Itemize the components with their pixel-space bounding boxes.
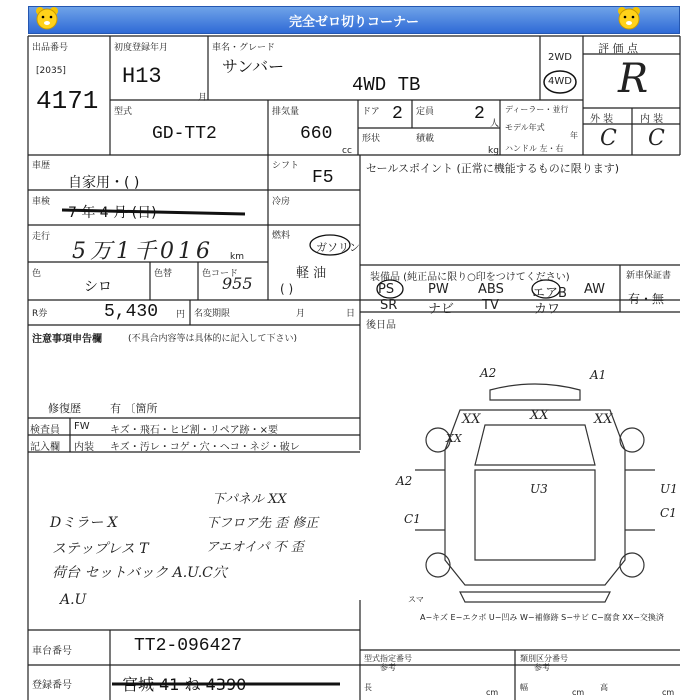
damage-mark-a1-top: A1 [590, 368, 607, 382]
month-label: 月 [198, 93, 208, 103]
exterior-label: 外 装 [590, 114, 614, 125]
after-items-label: 後日品 [366, 320, 396, 331]
damage-legend: A−キズ E−エクボ U−凹み W−補修跡 S−サビ C−腐食 XX−交換済 [420, 613, 664, 622]
damage-mark-u1-right: U1 [660, 482, 678, 496]
fuel-label: 燃料 [272, 231, 291, 241]
car-grade: 4WD TB [352, 74, 421, 96]
first-registration-label: 初度登録年月 [114, 43, 169, 53]
color-change-label: 色替 [154, 269, 173, 279]
lot-small-number: [2035] [36, 66, 66, 76]
damage-mark-xx-4: XX [446, 432, 462, 445]
fuel-other: ( ) [280, 282, 294, 296]
seat-unit: 人 [490, 119, 500, 129]
km-unit: km [230, 252, 244, 262]
width-unit: cm [572, 688, 585, 697]
history-label: 車歴 [32, 161, 51, 171]
handwritten-note-3: 荷台 セットバック A.U.C穴 [52, 565, 227, 581]
length-unit: cm [486, 688, 499, 697]
displacement-label: 排気量 [272, 107, 300, 117]
notes-sub: (不具合内容等は具体的に記入して下さい) [128, 334, 298, 344]
handwritten-note-4: A.U [60, 592, 87, 608]
equip-aw: AW [584, 282, 606, 297]
lot-number: 4171 [36, 86, 99, 116]
price-value: 5,430 [104, 302, 159, 322]
mileage-value: 5万1千016 [72, 239, 214, 264]
equip-pw: PW [428, 282, 449, 297]
length-label: 長 [364, 683, 372, 692]
seat-label: 定員 [416, 107, 435, 117]
kg-unit: kg [488, 146, 499, 156]
class-label: 類別区分番号 [520, 654, 568, 663]
equip-tv: TV [482, 298, 499, 313]
exterior-score: C [600, 126, 617, 151]
four-wd-option: 4WD [548, 76, 572, 87]
door-count: 2 [392, 104, 403, 124]
two-wd-option: 2WD [548, 52, 572, 63]
price-label: R券 [32, 309, 48, 319]
equip-navi: ナビ [428, 302, 455, 317]
damage-mark-sma: スマ [408, 595, 424, 604]
seat-count: 2 [474, 104, 485, 124]
record-label: 記入欄 [30, 442, 60, 453]
warranty-value: 有・無 [628, 292, 665, 306]
fw-label: FW [74, 421, 90, 432]
registration-number: 宮城 41 ね 4390 [122, 675, 247, 694]
equip-ps: PS [378, 282, 395, 297]
equip-abs: ABS [478, 282, 504, 297]
damage-mark-xx-3: XX [594, 412, 613, 427]
tax-deadline-label: 名変期限 [194, 309, 231, 319]
door-label: ドア [362, 107, 380, 117]
height-label: 高 [600, 683, 608, 692]
color-label: 色 [32, 269, 42, 279]
damage-mark-c1-right: C1 [660, 506, 677, 520]
load-capacity-label: 積載 [416, 134, 435, 144]
type-cert-label: 型式指定番号 [364, 654, 412, 663]
width-label: 幅 [520, 683, 528, 692]
body-shape-label: 形状 [362, 134, 381, 144]
damage-mark-xx-1: XX [530, 408, 549, 423]
damage-mark-c1-left: C1 [404, 512, 421, 526]
damage-mark-u3: U3 [530, 482, 548, 496]
damage-mark-xx-2: XX [462, 412, 481, 427]
year-unit: 年 [570, 131, 578, 140]
history-value: 自家用・( ) [68, 175, 140, 191]
car-name-label: 車名・グレード [212, 43, 276, 53]
tax-month: 月 [296, 309, 306, 319]
interior-label: 内 装 [640, 114, 664, 125]
frame-number: TT2-096427 [134, 636, 243, 656]
mileage-label: 走行 [32, 232, 51, 242]
notes-label: 注意事項申告欄 [32, 334, 102, 345]
model-code-label: 型式 [114, 107, 133, 117]
interior-score: C [648, 126, 665, 151]
banner-title: 完全ゼロ切りコーナー [288, 15, 419, 30]
handwritten-note-1: Dミラー X [50, 515, 118, 531]
sales-point-label: セールスポイント (正常に機能するものに限ります) [366, 162, 620, 175]
car-name: サンバー [222, 57, 285, 76]
shift-value: F5 [312, 168, 334, 188]
inspection-label: 車検 [32, 197, 51, 207]
damage-mark-a2-top: A2 [480, 366, 497, 380]
color-value: シロ [84, 279, 112, 295]
fuel-diesel: 軽 油 [296, 266, 327, 281]
height-unit: cm [662, 688, 675, 697]
equip-airbag: エアB [532, 286, 567, 301]
fuel-gasoline: ガソリン [316, 241, 360, 254]
color-code: 955 [222, 274, 253, 293]
model-code: GD-TT2 [152, 124, 217, 144]
dealer-label: ディーラー・並行 [505, 105, 569, 114]
repair-history-value: 有 〔箇所 [110, 402, 158, 415]
interior-row-label: 内装 [74, 442, 94, 453]
repair-history-label: 修復歴 [48, 402, 81, 415]
exterior-defects: キズ・飛石・ヒビ割・リペア跡・×要 [110, 425, 278, 436]
lot-number-label: 出品番号 [32, 43, 69, 53]
cc-unit: cc [342, 146, 352, 156]
handwritten-note-6: 下フロア先 歪 修正 [206, 516, 319, 531]
displacement: 660 [300, 124, 333, 144]
first-registration-value: H13 [122, 64, 162, 89]
yen-unit: 円 [176, 310, 186, 320]
grade-score-label: 評 価 点 [598, 42, 638, 55]
handwritten-note-5: 下パネル XX [212, 492, 287, 507]
class-sub: 参考 [534, 663, 550, 672]
equipment-label: 装備品 (純正品に限り○印をつけてください) [370, 272, 570, 283]
model-year-label: モデル年式 [505, 123, 545, 132]
equip-sr: SR [380, 298, 398, 313]
color-code-label: 色コード [202, 269, 239, 279]
handwritten-note-7: アエオイパ 不 歪 [206, 540, 304, 555]
inspector-label: 検査員 [30, 425, 60, 436]
type-cert-sub: 参考 [380, 663, 396, 672]
interior-defects: キズ・汚レ・コゲ・穴・ヘコ・ネジ・破レ [110, 442, 300, 453]
tax-day: 日 [346, 309, 356, 319]
warranty-label: 新車保証書 [626, 271, 672, 281]
handwritten-note-2: ステップレス T [52, 541, 149, 557]
frame-number-label: 車台番号 [32, 646, 72, 657]
ac-label: 冷房 [272, 197, 291, 207]
shift-label: シフト [272, 161, 300, 171]
damage-mark-a2-left: A2 [396, 474, 413, 488]
inspection-value: 7 年 4 月 (日) [68, 205, 157, 221]
steering-label: ハンドル 左・右 [505, 144, 564, 153]
grade-score: R [618, 56, 649, 102]
equip-leather: カワ [534, 302, 561, 317]
registration-label: 登録番号 [32, 680, 72, 691]
